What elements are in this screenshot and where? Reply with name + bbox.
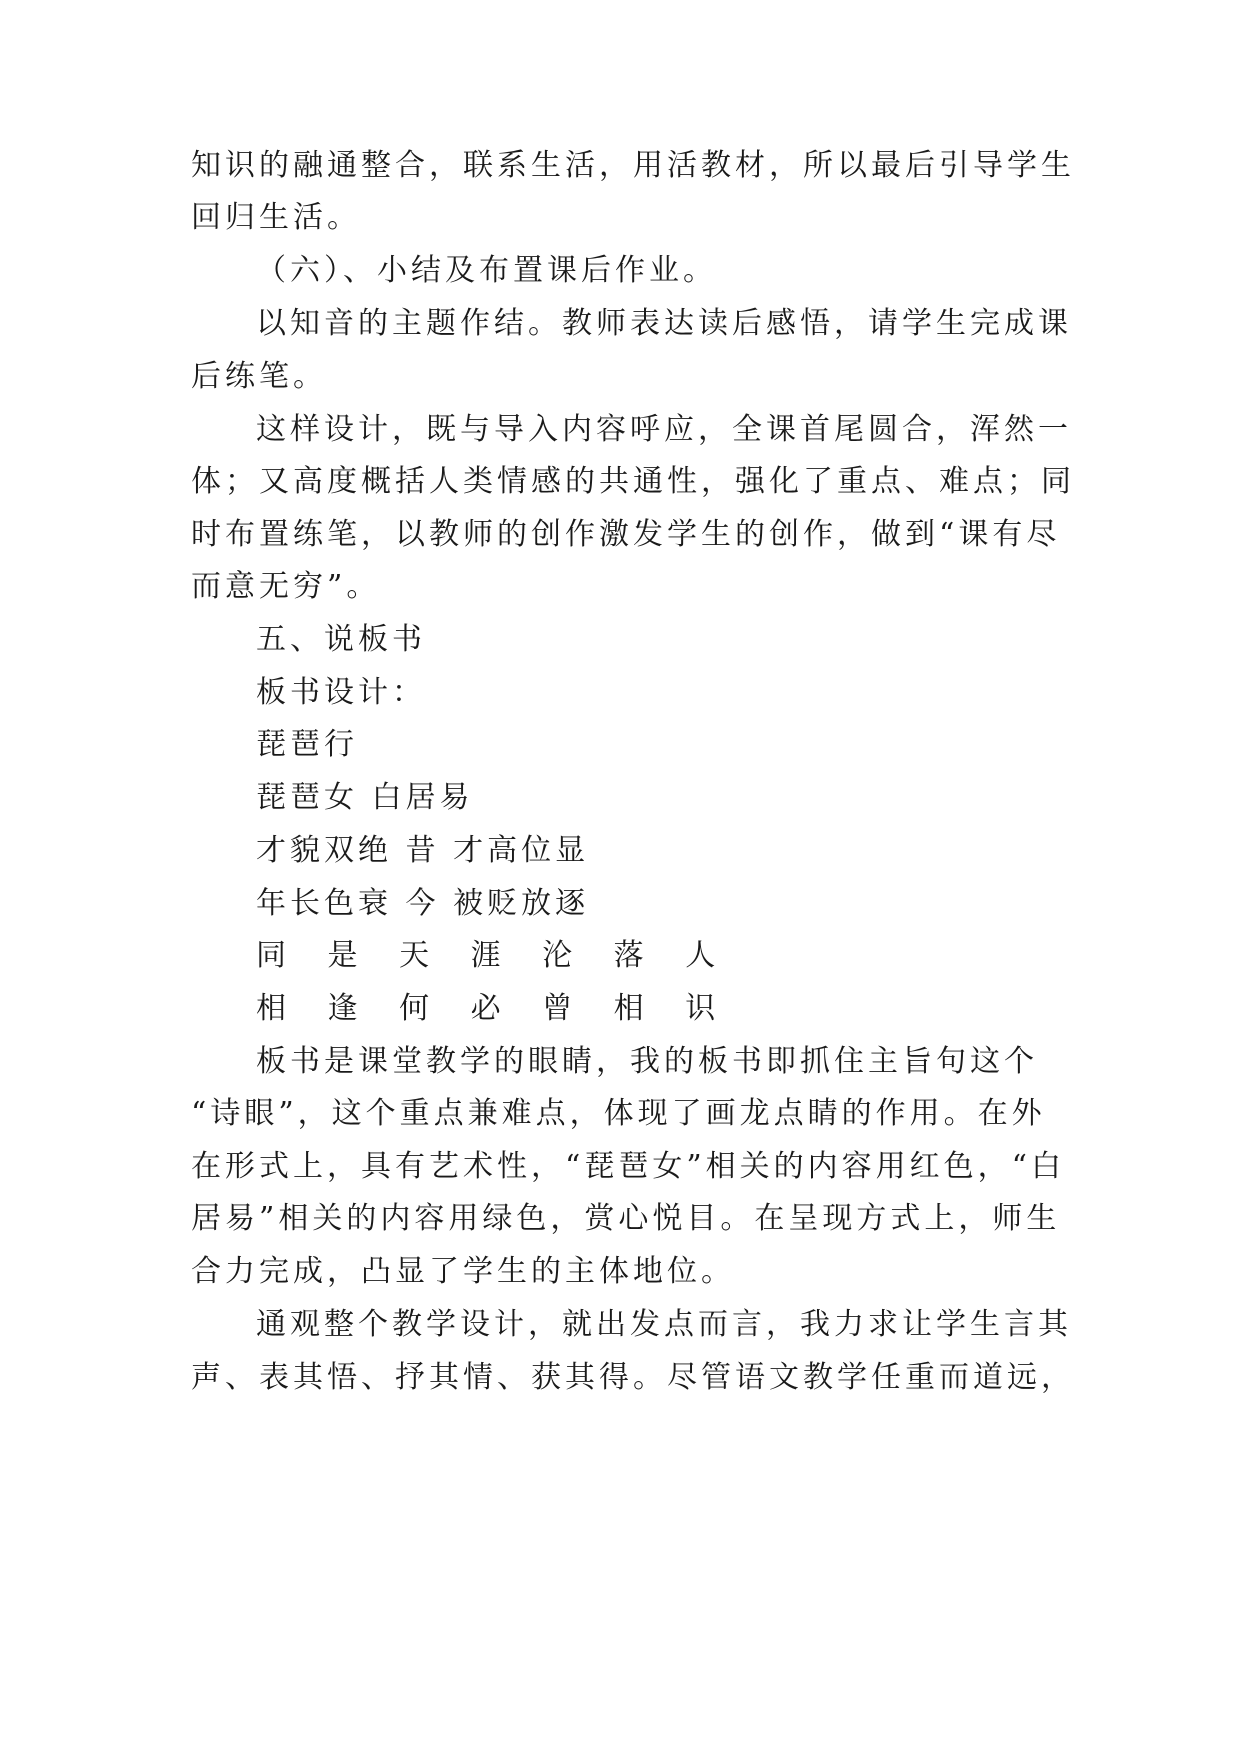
paragraph-line: 板书是课堂教学的眼睛，我的板书即抓住主旨句这个 (256, 1044, 1038, 1079)
paragraph-line: 回归生活。 (191, 200, 361, 235)
board-row: 同 是 天 涯 沦 落 人 (256, 938, 732, 973)
paragraph-line: 而意无穷”。 (191, 569, 381, 604)
section-heading-five: 五、说板书 (256, 622, 426, 657)
board-row: 才貌双绝 昔 才高位显 (256, 833, 590, 868)
paragraph-line: 通观整个教学设计，就出发点而言，我力求让学生言其 (256, 1307, 1072, 1342)
paragraph-line: 在形式上，具有艺术性，“琵琶女”相关的内容用红色，“白 (191, 1149, 1066, 1184)
paragraph-line: 知识的融通整合，联系生活，用活教材，所以最后引导学生 (191, 148, 1075, 183)
board-row: 年长色衰 今 被贬放逐 (256, 886, 590, 921)
paragraph-line: 体；又高度概括人类情感的共通性，强化了重点、难点；同 (191, 464, 1075, 499)
section-heading-six: （六）、小结及布置课后作业。 (256, 253, 717, 288)
paragraph-line: 合力完成，凸显了学生的主体地位。 (191, 1254, 735, 1289)
paragraph-line: 时布置练笔，以教师的创作激发学生的创作，做到“课有尽 (191, 517, 1061, 552)
board-design-label: 板书设计： (256, 675, 426, 710)
board-row: 相 逢 何 必 曾 相 识 (256, 991, 732, 1026)
paragraph-line: 后练笔。 (191, 359, 327, 394)
paragraph-line: 声、表其悟、抒其情、获其得。尽管语文教学任重而道远， (191, 1360, 1075, 1395)
paragraph-line: “诗眼”，这个重点兼难点，体现了画龙点睛的作用。在外 (191, 1096, 1046, 1131)
board-title: 琵琶行 (256, 727, 358, 762)
paragraph-line: 这样设计，既与导入内容呼应，全课首尾圆合，浑然一 (256, 412, 1072, 447)
board-row: 琵琶女 白居易 (256, 780, 474, 815)
paragraph-line: 居易”相关的内容用绿色，赏心悦目。在呈现方式上，师生 (191, 1201, 1061, 1236)
paragraph-line: 以知音的主题作结。教师表达读后感悟，请学生完成课 (256, 306, 1072, 341)
